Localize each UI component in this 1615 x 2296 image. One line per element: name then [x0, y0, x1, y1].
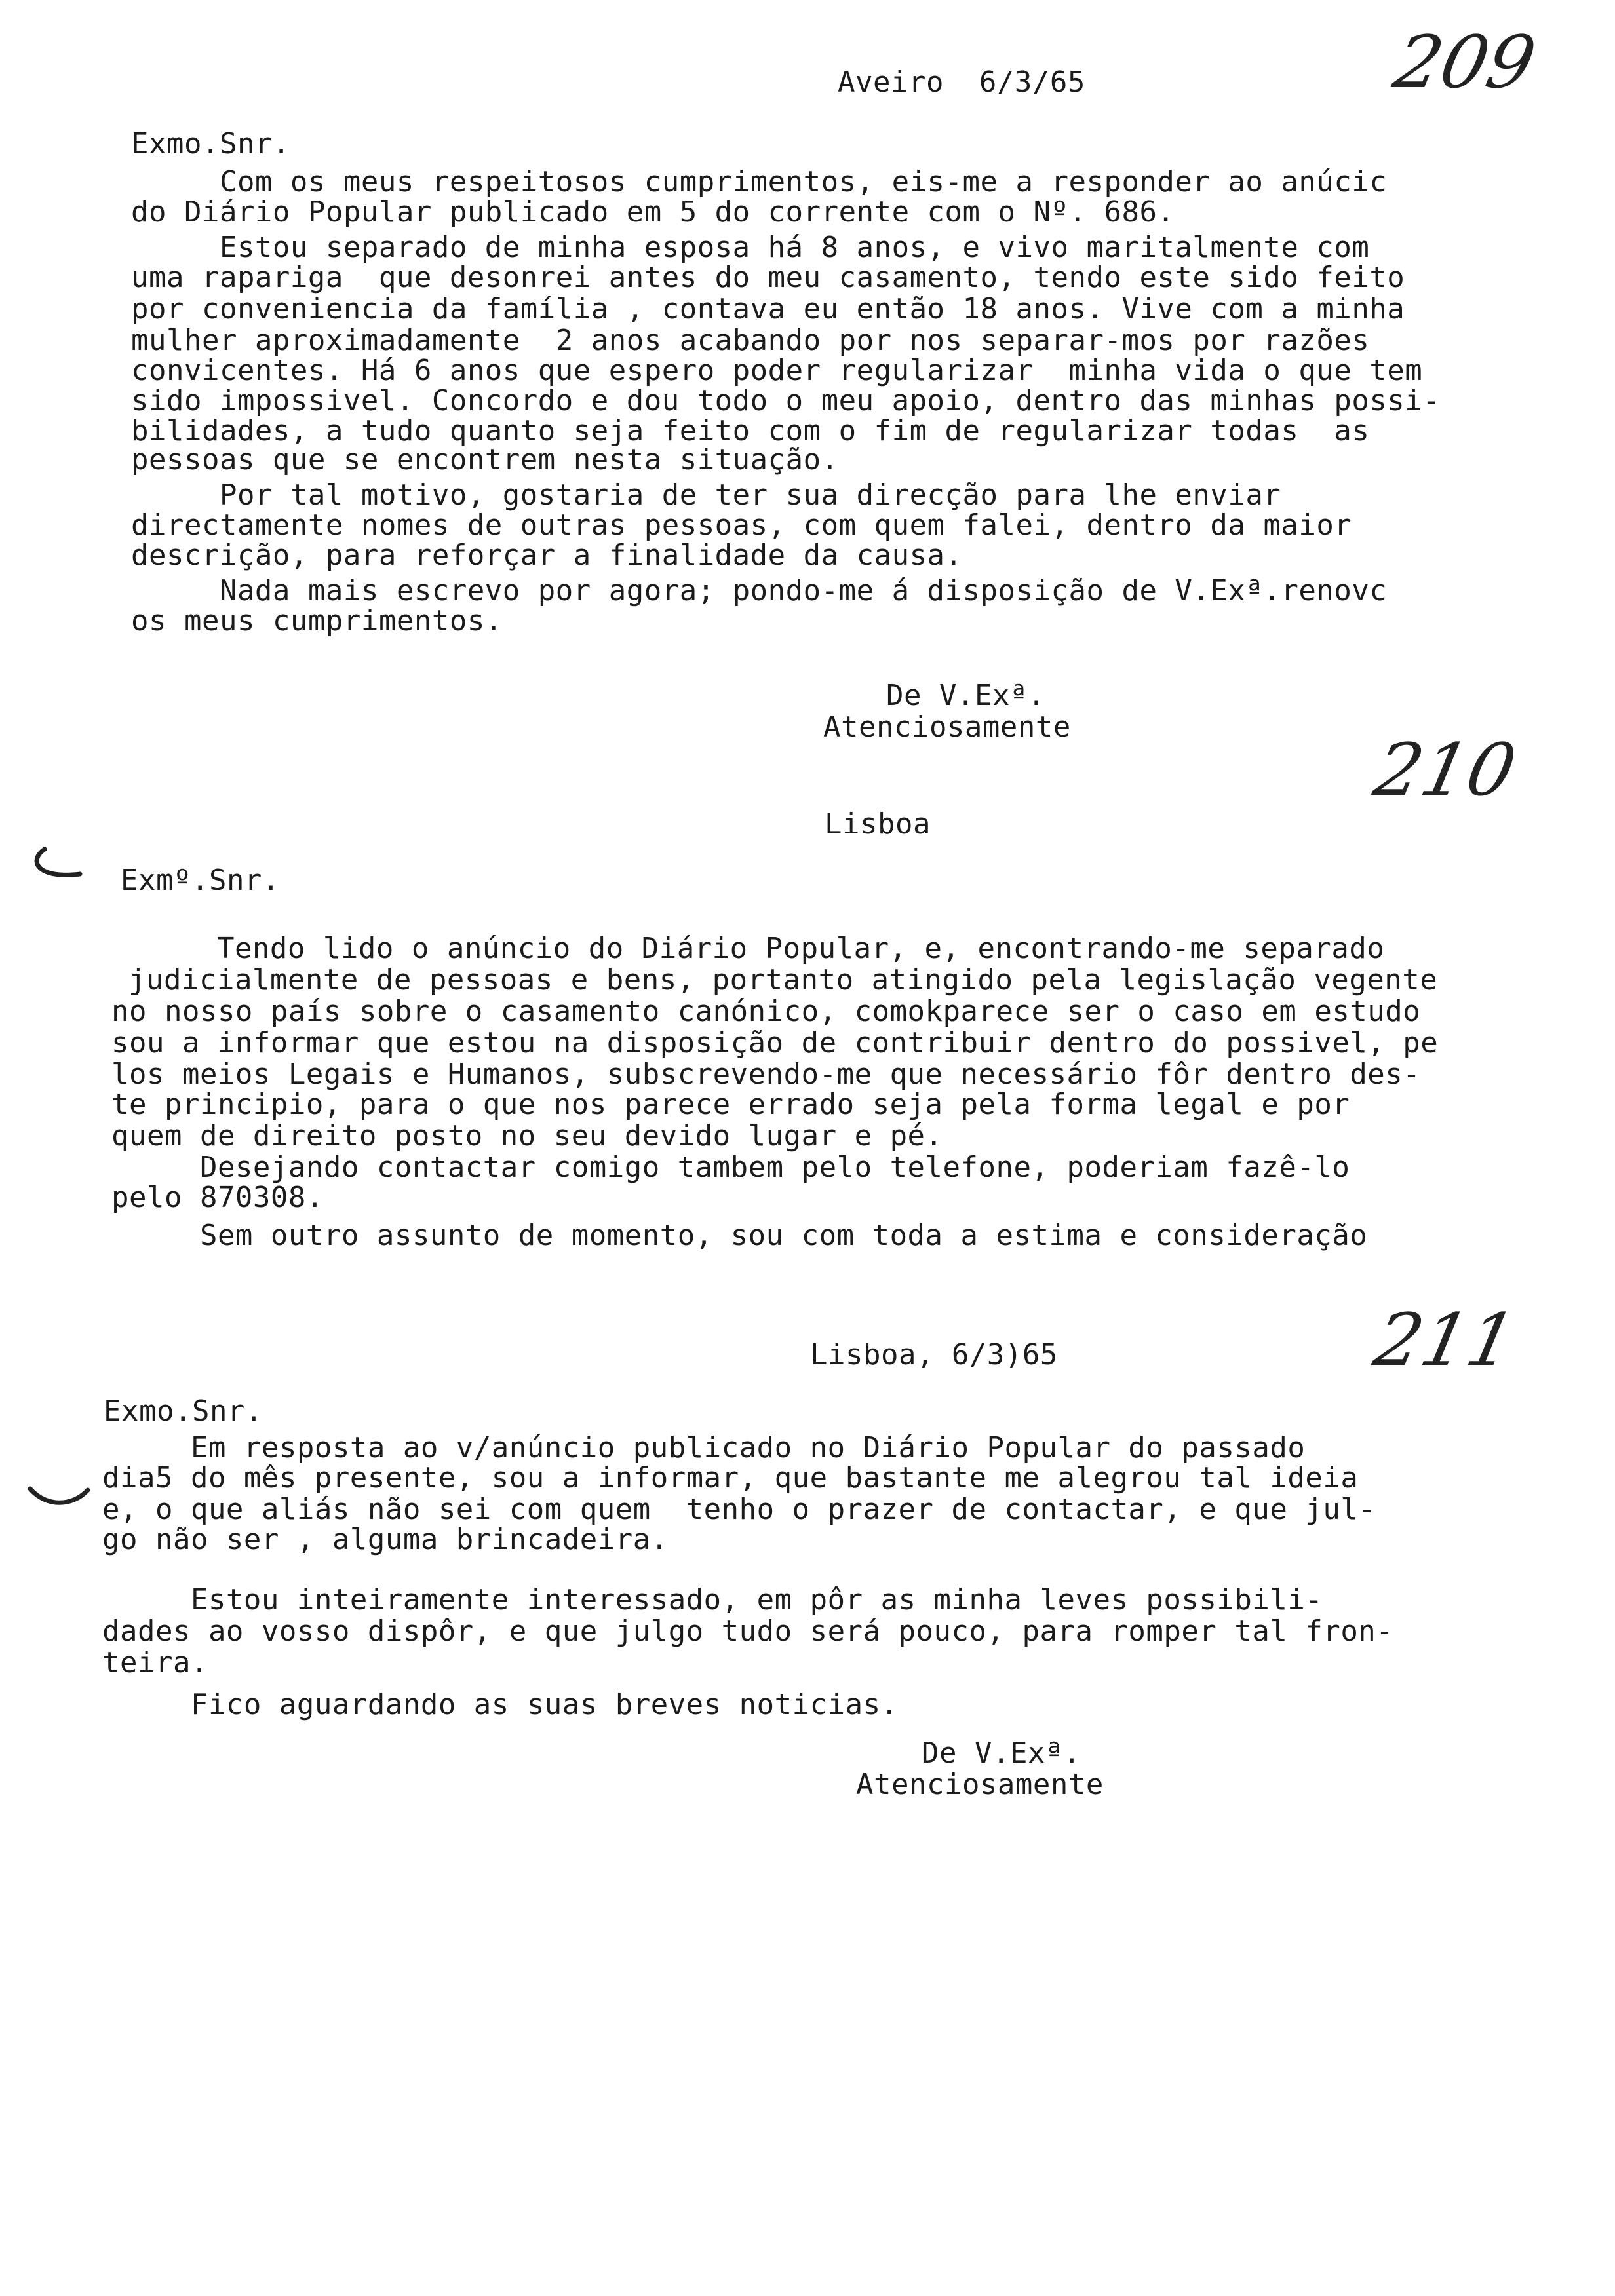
letter-211-line: teira. [102, 1646, 208, 1679]
letter-210-line: Sem outro assunto de momento, sou com toda a estima e consideração [111, 1219, 1368, 1252]
letter-209-place-date: Aveiro 6/3/65 [838, 66, 1085, 99]
letter-209-closing-2: Atenciosamente [823, 710, 1071, 744]
letter-209-line: do Diário Popular publicado em 5 do corrente com o Nº. 686. [131, 195, 1175, 229]
letter-211-closing-2: Atenciosamente [856, 1768, 1104, 1801]
margin-check-mark [26, 1481, 92, 1514]
letter-210-line: los meios Legais e Humanos, subscrevendo-me que necessário fôr dentro des- [111, 1058, 1421, 1091]
letter-209-handwritten-number: 209 [1387, 20, 1543, 104]
letter-209-line: descrição, para reforçar a finalidade da causa. [131, 539, 963, 572]
letter-210-line: Tendo lido o anúncio do Diário Popular, e, encontrando-me separado [128, 932, 1385, 965]
letter-211-line: go não ser , alguma brincadeira. [102, 1523, 669, 1556]
letter-210-line: judicialmente de pessoas e bens, portanto atingido pela legislação vegente [128, 963, 1438, 997]
letter-209-line: por conveniencia da família , contava eu então 18 anos. Vive com a minha [131, 292, 1405, 326]
letter-211-line: e, o que aliás não sei com quem tenho o prazer de contactar, e que jul- [102, 1493, 1376, 1526]
letter-210-line: no nosso país sobre o casamento canónico, comokparece ser o caso em estudo [111, 995, 1421, 1028]
letter-209-line: bilidades, a tudo quanto seja feito com o fim de regularizar todas as [131, 414, 1370, 448]
letter-209-line: Por tal motivo, gostaria de ter sua direcção para lhe enviar [131, 478, 1281, 512]
letter-211-line: Estou inteiramente interessado, em pôr as minha leves possibili- [102, 1583, 1323, 1617]
letter-209-line: uma rapariga que desonrei antes do meu casamento, tendo este sido feito [131, 261, 1405, 294]
letter-209-closing-1: De V.Exª. [886, 679, 1045, 712]
margin-check-mark [26, 845, 85, 885]
letter-211-salutation: Exmo.Snr. [104, 1394, 263, 1428]
letter-210-line: sou a informar que estou na disposição de contribuir dentro do possivel, pe [111, 1026, 1439, 1060]
letter-211-line: Fico aguardando as suas breves noticias. [102, 1688, 899, 1721]
letter-209-line: Estou separado de minha esposa há 8 anos, e vivo maritalmente com [131, 231, 1370, 264]
letter-209-line: mulher aproximadamente 2 anos acabando por nos separar-mos por razões [131, 324, 1370, 357]
letter-209-line: sido impossivel. Concordo e dou todo o meu apoio, dentro das minhas possi- [131, 384, 1441, 417]
letter-209-salutation: Exmo.Snr. [131, 127, 290, 161]
letter-210-line: te principio, para o que nos parece errado seja pela forma legal e por [111, 1088, 1350, 1121]
letter-209-line: convicentes. Há 6 anos que espero poder regularizar minha vida o que tem [131, 354, 1423, 387]
letter-211-handwritten-number: 211 [1367, 1298, 1523, 1382]
letter-209-line: pessoas que se encontrem nesta situação. [131, 443, 839, 476]
letter-210-line: Desejando contactar comigo tambem pelo telefone, poderiam fazê-lo [111, 1151, 1350, 1184]
letter-211-line: Em resposta ao v/anúncio publicado no Diário Popular do passado [102, 1431, 1306, 1464]
letter-211-closing-1: De V.Exª. [922, 1736, 1081, 1770]
letter-210-place-date: Lisboa [825, 807, 931, 841]
letter-210-salutation: Exmº.Snr. [121, 864, 280, 897]
letter-210-line: pelo 870308. [111, 1181, 324, 1214]
letter-210-handwritten-number: 210 [1367, 728, 1523, 812]
letter-209-line: Com os meus respeitosos cumprimentos, eis-me a responder ao anúcic [131, 165, 1388, 199]
letter-209-line: os meus cumprimentos. [131, 604, 503, 638]
letter-211-line: dia5 do mês presente, sou a informar, que bastante me alegrou tal ideia [102, 1461, 1359, 1495]
letter-209-line: directamente nomes de outras pessoas, com quem falei, dentro da maior [131, 508, 1352, 542]
letter-211-place-date: Lisboa, 6/3)65 [810, 1338, 1058, 1371]
letter-209-line: Nada mais escrevo por agora; pondo-me á disposição de V.Exª.renovc [131, 574, 1388, 607]
letter-211-line: dades ao vosso dispôr, e que julgo tudo será pouco, para romper tal fron- [102, 1615, 1394, 1648]
letter-210-line: quem de direito posto no seu devido lugar e pé. [111, 1119, 943, 1153]
